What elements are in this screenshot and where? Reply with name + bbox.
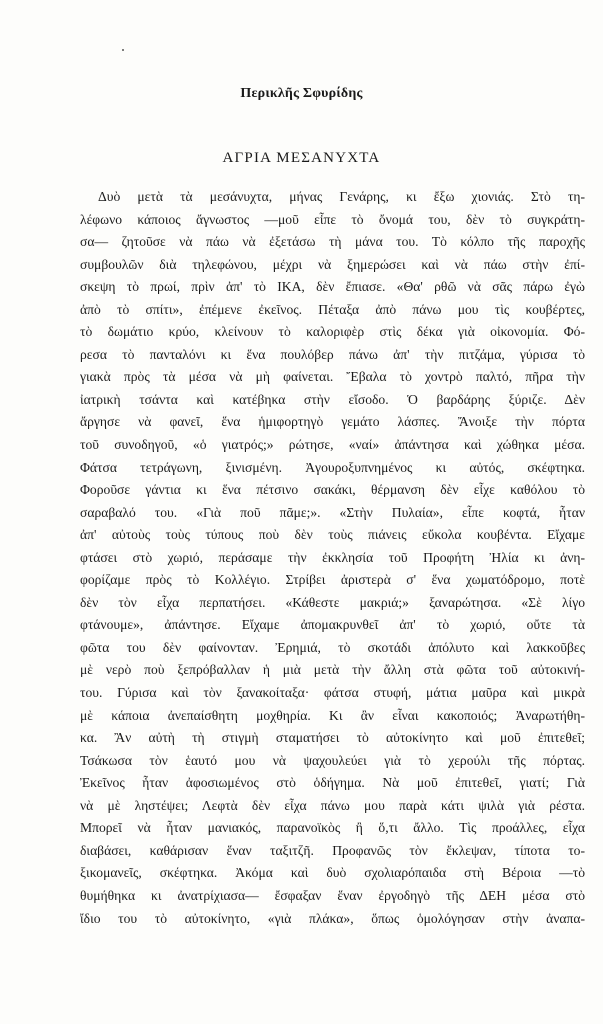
text-line: μὲ νερὸ ποὺ ξεπρόβαλλαν ἡ μιὰ μετὰ τὴν ἄλλη στὰ φῶτα τοῦ αὐτοκινή- <box>80 662 585 678</box>
text-line: Ἐκεῖνος ἦταν ἀφοσιωμένος στὸ ὁδήγημα. Νὰ μοῦ ἐπιτεθεῖ, γιατί; Γιὰ <box>80 775 585 791</box>
text-line: σκεψη τὸ πρωί, πρὶν ἀπ' τὸ ΙΚΑ, δὲν ἔπιασε. «Θα' ρθῶ νὰ σᾶς πάρω ἐγὼ <box>80 279 585 295</box>
text-line: μὲ κάποια ἀνεπαίσθητη μοχθηρία. Κι ἂν εἶναι κακοποιός; Ἀναρωτήθη- <box>80 707 585 723</box>
text-line: κα. Ἂν αὐτὴ τὴ στιγμὴ σταματήσει τὸ αὐτοκίνητο καὶ μοῦ ἐπιτεθεῖ; <box>80 730 585 746</box>
text-line: φῶτα του δὲν φαίνονταν. Ἐρημιά, τὸ σκοτάδι ἀπόλυτο καὶ λακκοῦβες <box>80 639 585 655</box>
text-line: ἰατρικὴ τσάντα καὶ κατέβηκα στὴν εἴσοδο. Ὁ βαρδάρης ξύριζε. Δὲν <box>80 391 585 407</box>
text-line: λέφωνο κάποιος ἄγνωστος —μοῦ εἶπε τὸ ὄνομά του, δὲν τὸ συγκράτη- <box>80 211 585 227</box>
text-line: σα— ζητοῦσε νὰ πάω νὰ ἐξετάσω τὴ μάνα του. Τὸ κόλπο τῆς παροχῆς <box>80 234 585 250</box>
text-line: συμβουλῶν διὰ τηλεφώνου, μέχρι νὰ ξημερώσει καὶ νὰ πάω στὴν ἐπί- <box>80 256 585 272</box>
text-line: φτάνουμε», ἀπάντησε. Εἴχαμε ἀπομακρυνθεῖ ἀπ' τὸ χωριό, οὔτε τὰ <box>80 617 585 633</box>
text-line: Φάτσα τετράγωνη, ξινισμένη. Ἀγουροξυπνημένος κι αὐτός, σκέφτηκα. <box>80 459 585 475</box>
text-line: σαραβαλό του. «Γιὰ ποῦ πᾶμε;». «Στὴν Πυλαία», εἶπε κοφτά, ἦταν <box>80 504 585 520</box>
text-line: Δυὸ μετὰ τὰ μεσάνυχτα, μήνας Γενάρης, κι ἔξω χιονιάς. Στὸ τη- <box>98 189 585 204</box>
text-line: ξικομανεῖς, σκέφτηκα. Ἀκόμα καὶ δυὸ σχολιαρόπαιδα στὴ Βέροια —τὸ <box>80 865 585 881</box>
text-line: ἀπὸ τὸ σπίτι», ἐπέμενε ἐκεῖνος. Πέταξα ἀπὸ πάνω μου τὶς κουβέρτες, <box>80 301 585 317</box>
text-line: Μπορεῖ νὰ ἦταν μανιακός, παρανοϊκὸς ἢ ὅ,τι ἄλλο. Τὶς προάλλες, εἶχα <box>80 820 585 836</box>
text-line: γιακὰ πρὸς τὰ μέσα νὰ μὴ φαίνεται. Ἔβαλα τὸ χοντρὸ παλτό, πῆρα τὴν <box>80 369 585 385</box>
story-title: ΑΓΡΙΑ ΜΕΣΑΝΥΧΤΑ <box>222 150 381 166</box>
text-line: ἀπ' αὐτοὺς τοὺς τύπους ποὺ δὲν τοὺς πιάνεις εὔκολα κουβέντα. Εἴχαμε <box>80 527 585 543</box>
story-text <box>80 186 585 930</box>
text-line: Τσάκωσα τὸν ἑαυτό μου νὰ ψαχουλεύει γιὰ τὸ χερούλι τῆς πόρτας. <box>80 752 585 768</box>
text-line: θυμήθηκα κι ἀνατρίχιασα— ἔσφαξαν ἕναν ἐργοδηγὸ τῆς ΔΕΗ μέσα στὸ <box>80 887 585 903</box>
text-line: νὰ μὲ ληστέψει; Λεφτὰ δὲν εἶχα πάνω μου παρὰ κάτι ψιλὰ γιὰ ρέστα. <box>80 797 585 813</box>
author-name: Περικλῆς Σφυρίδης <box>240 86 363 101</box>
text-line: του. Γύρισα καὶ τὸν ξανακοίταξα· φάτσα στυφή, μάτια μαῦρα καὶ μικρὰ <box>80 685 585 701</box>
text-line: ἴδιο του τὸ αὐτοκίνητο, «γιὰ πλάκα», ὅπως ὁμολόγησαν στὴν ἀναπα- <box>80 910 585 926</box>
print-speck <box>122 49 124 51</box>
text-line: τοῦ συνοδηγοῦ, «ὁ γιατρός;» ρώτησε, «ναί» ἀπάντησα καὶ χώθηκα μέσα. <box>80 437 585 453</box>
text-line: ἄργησε νὰ φανεῖ, ἕνα ἡμιφορτηγὸ γεμάτο λάσπες. Ἄνοιξε τὴν πόρτα <box>80 414 585 430</box>
text-line: δὲν τὸν εἶχα περπατήσει. «Κάθεστε μακριά;» ξαναρώτησα. «Σὲ λίγο <box>80 594 585 610</box>
text-line: ρεσα τὸ πανταλόνι κι ἕνα πουλόβερ πάνω ἀπ' τὴν πιτζάμα, γύρισα τὸ <box>80 346 585 362</box>
text-line: Φοροῦσε γάντια κι ἕνα πέτσινο σακάκι, θέρμανση δὲν εἶχε καθόλου τὸ <box>80 482 585 498</box>
text-line: φτάσει στὸ χωριό, περάσαμε τὴν ἐκκλησία τοῦ Προφήτη Ἠλία κι ἀνη- <box>80 549 585 565</box>
text-line: διαβάσει, καθάρισαν ἕναν ταξιτζῆ. Προφανῶς τὸν ἔκλεψαν, τίποτα το- <box>80 842 585 858</box>
text-line: φορίζαμε πρὸς τὸ Κολλέγιο. Στρίβει ἀριστερὰ σ' ἕνα χωματόδρομο, ποτὲ <box>80 572 585 588</box>
text-line: τὸ δωμάτιο κρύο, κλείνουν τὸ καλοριφὲρ στὶς δέκα γιὰ οἰκονομία. Φό- <box>80 324 585 340</box>
